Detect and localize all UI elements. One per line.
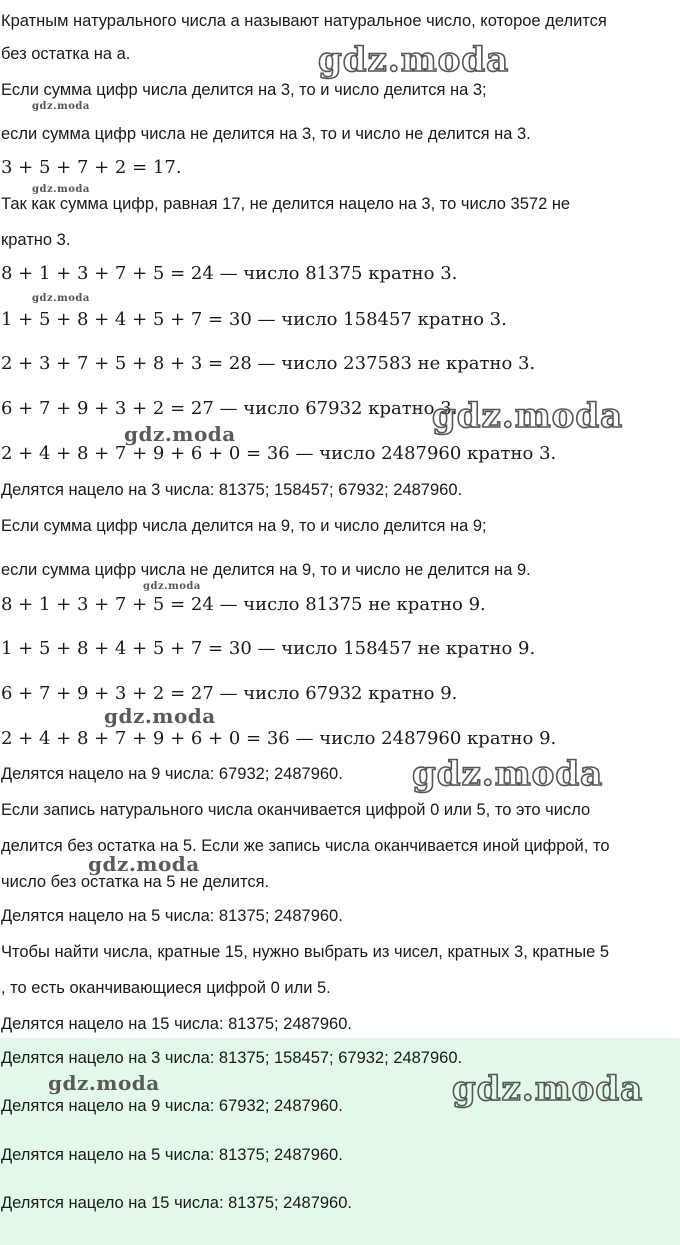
watermark: gdz.moda [412,754,604,794]
line-rule-5-c: число без остатка на 5 не делится. [1,873,270,891]
line-2487960-div9: 2 + 4 + 8 + 7 + 9 + 6 + 0 = 36 — число 2487960 кратно 9. [1,728,557,749]
line-3572-note-2: кратно 3. [1,231,71,249]
answer-line-15: Делятся нацело на 15 числа: 81375; 2487960. [1,1194,352,1212]
watermark: gdz.moda [452,1069,644,1109]
line-rule-9-a: Если сумма цифр числа делится на 9, то и число делится на 9; [1,517,487,535]
line-sum-3572: 3 + 5 + 7 + 2 = 17. [1,157,182,178]
line-definition-1: Кратным натурального числа a называют натуральное число, которое делится [1,12,607,30]
line-rule-15-a: Чтобы найти числа, кратные 15, нужно выбрать из чисел, кратных 3, кратные 5 [1,943,610,961]
answer-line-5: Делятся нацело на 5 числа: 81375; 2487960. [1,1146,343,1164]
line-rule-9-b: если сумма цифр числа не делится на 9, то и число не делится на 9. [1,561,531,579]
answer-line-9: Делятся нацело на 9 числа: 67932; 2487960. [1,1097,343,1115]
watermark: gdz.moda [432,396,624,436]
watermark: gdz.moda [124,422,236,446]
line-158457-div9: 1 + 5 + 8 + 4 + 5 + 7 = 30 — число 158457 не кратно 9. [1,638,536,659]
watermark: gdz.moda [48,1071,160,1095]
line-result-3: Делятся нацело на 3 числа: 81375; 158457; 67932; 2487960. [1,481,463,499]
line-rule-15-b: , то есть оканчивающиеся цифрой 0 или 5. [1,979,331,997]
line-81375-div9: 8 + 1 + 3 + 7 + 5 = 24 — число 81375 не кратно 9. [1,594,486,615]
watermark: gdz.moda [32,101,90,112]
line-158457-div3: 1 + 5 + 8 + 4 + 5 + 7 = 30 — число 158457 кратно 3. [1,309,507,330]
line-result-15: Делятся нацело на 15 числа: 81375; 2487960. [1,1015,352,1033]
line-2487960-div3: 2 + 4 + 8 + 7 + 9 + 6 + 0 = 36 — число 2487960 кратно 3. [1,443,557,464]
line-result-5: Делятся нацело на 5 числа: 81375; 2487960. [1,907,343,925]
line-237583-div3: 2 + 3 + 7 + 5 + 8 + 3 = 28 — число 237583 не кратно 3. [1,353,536,374]
line-rule-3-b: если сумма цифр числа не делится на 3, то и число не делится на 3. [1,125,531,143]
watermark: gdz.moda [104,704,216,728]
line-67932-div3: 6 + 7 + 9 + 3 + 2 = 27 — число 67932 кратно 3. [1,398,458,419]
line-definition-2: без остатка на a. [1,45,131,63]
watermark: gdz.moda [143,581,201,592]
answer-line-3: Делятся нацело на 3 числа: 81375; 158457; 67932; 2487960. [1,1049,463,1067]
watermark: gdz.moda [32,184,90,195]
line-67932-div9: 6 + 7 + 9 + 3 + 2 = 27 — число 67932 кратно 9. [1,683,458,704]
watermark: gdz.moda [318,40,510,80]
line-rule-5-a: Если запись натурального числа оканчивается цифрой 0 или 5, то это число [1,801,591,819]
watermark: gdz.moda [88,852,200,876]
line-result-9: Делятся нацело на 9 числа: 67932; 2487960. [1,765,343,783]
line-3572-note-1: Так как сумма цифр, равная 17, не делится нацело на 3, то число 3572 не [1,195,571,213]
line-81375-div3: 8 + 1 + 3 + 7 + 5 = 24 — число 81375 кратно 3. [1,263,458,284]
watermark: gdz.moda [32,293,90,304]
line-rule-3-a: Если сумма цифр числа делится на 3, то и число делится на 3; [1,81,487,99]
line-rule-5-b: делится без остатка на 5. Если же запись числа оканчивается иной цифрой, то [1,837,610,855]
